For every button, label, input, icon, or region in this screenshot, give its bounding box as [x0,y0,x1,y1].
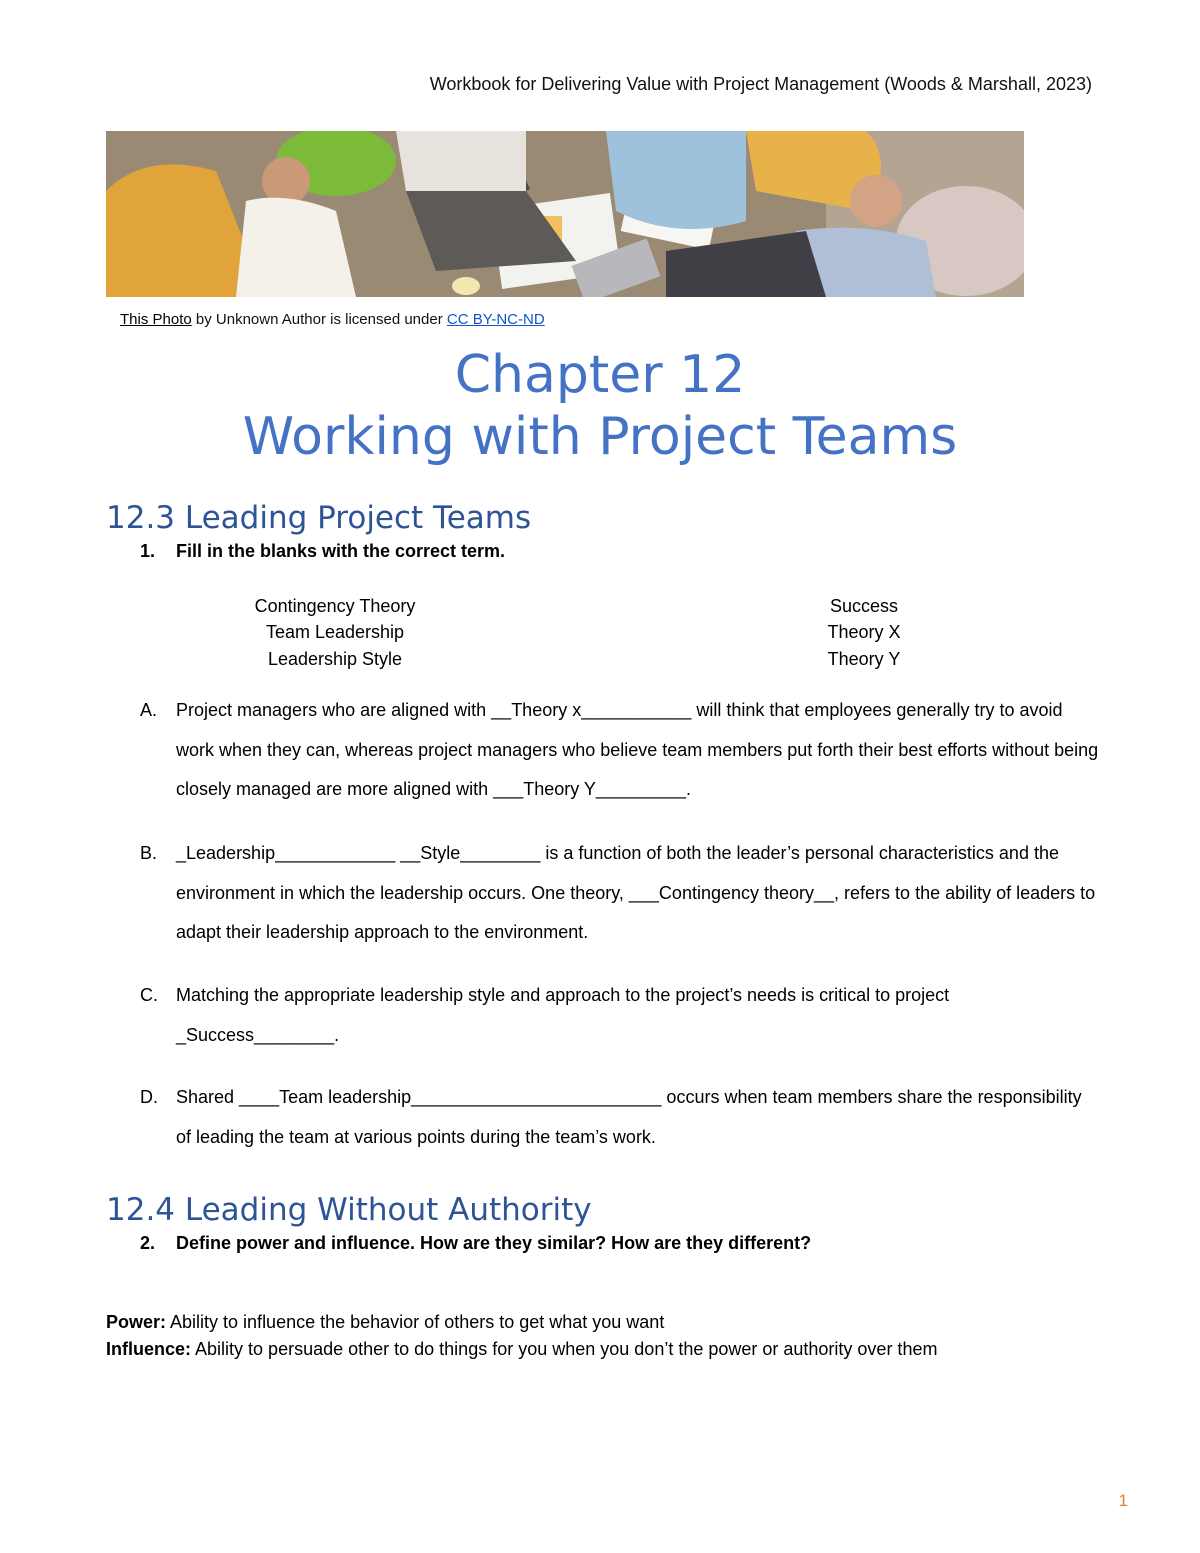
item-text: Shared ____Team leadership_________________________ occurs when team members share the responsibility of leading the team at various points during the team’s work. [176,1087,1082,1147]
item-letter: B. [140,843,158,863]
blank-item-c [140,976,1100,1055]
power-definition [106,1312,664,1333]
question-text: Define power and influence. How are they similar? How are they different? [176,1233,812,1253]
photo-source-link[interactable]: This Photo [120,311,192,328]
item-letter: A. [140,700,158,720]
item-text: Matching the appropriate leadership style and approach to the project’s needs is critical to project _Success________. [176,985,950,1045]
question-1 [140,541,505,562]
blank-item-d [140,1078,1100,1157]
section-heading-12-4: 12.4 Leading Without Authority [106,1192,592,1228]
blank-item-b [140,834,1100,953]
license-link[interactable]: CC BY-NC-ND [446,311,545,328]
influence-text: Ability to persuade other to do things for you when you don’t the power or authority over them [191,1339,938,1359]
caption-text: by Unknown Author is licensed under [191,311,447,328]
term-right-1: Success [829,596,899,616]
running-header: Workbook for Delivering Value with Project Management (Woods & Marshall, 2023) [429,74,1092,94]
photo-illustration [106,131,1024,297]
question-number: 1. [140,541,156,561]
question-number: 2. [140,1233,156,1253]
term-left-3: Leadership Style [267,649,403,669]
blank-item-a [140,691,1100,810]
page-number: 1 [1118,1491,1128,1510]
chapter-number: Chapter 12 [454,345,746,405]
question-text: Fill in the blanks with the correct term. [176,541,506,561]
question-2 [140,1233,811,1254]
term-right-2: Theory X [827,622,901,642]
influence-label: Influence: [106,1339,192,1359]
item-letter: D. [140,1087,158,1107]
term-left-2: Team Leadership [265,622,405,642]
item-letter: C. [140,985,158,1005]
team-meeting-photo [106,131,1024,297]
term-left-1: Contingency Theory [254,596,416,616]
chapter-title: Working with Project Teams [242,407,958,467]
power-text: Ability to influence the behavior of others to get what you want [166,1312,665,1332]
section-heading-12-3: 12.3 Leading Project Teams [106,500,532,536]
influence-definition [106,1339,937,1360]
power-label: Power: [106,1312,167,1332]
item-text: _Leadership____________ __Style________ is a function of both the leader’s personal characteristics and the environment in which the leadership occurs. One theory, ___Contingency theory__, refers to the ability of leaders to adapt their leadership approach to the environment. [176,843,1096,942]
item-text: Project managers who are aligned with __Theory x___________ will think that employees generally try to avoid work when they can, whereas project managers who believe team members put forth their best efforts without being closely managed are more aligned with ___Theory Y_________. [176,700,1099,799]
photo-caption [120,311,545,328]
term-right-3: Theory Y [827,649,901,669]
